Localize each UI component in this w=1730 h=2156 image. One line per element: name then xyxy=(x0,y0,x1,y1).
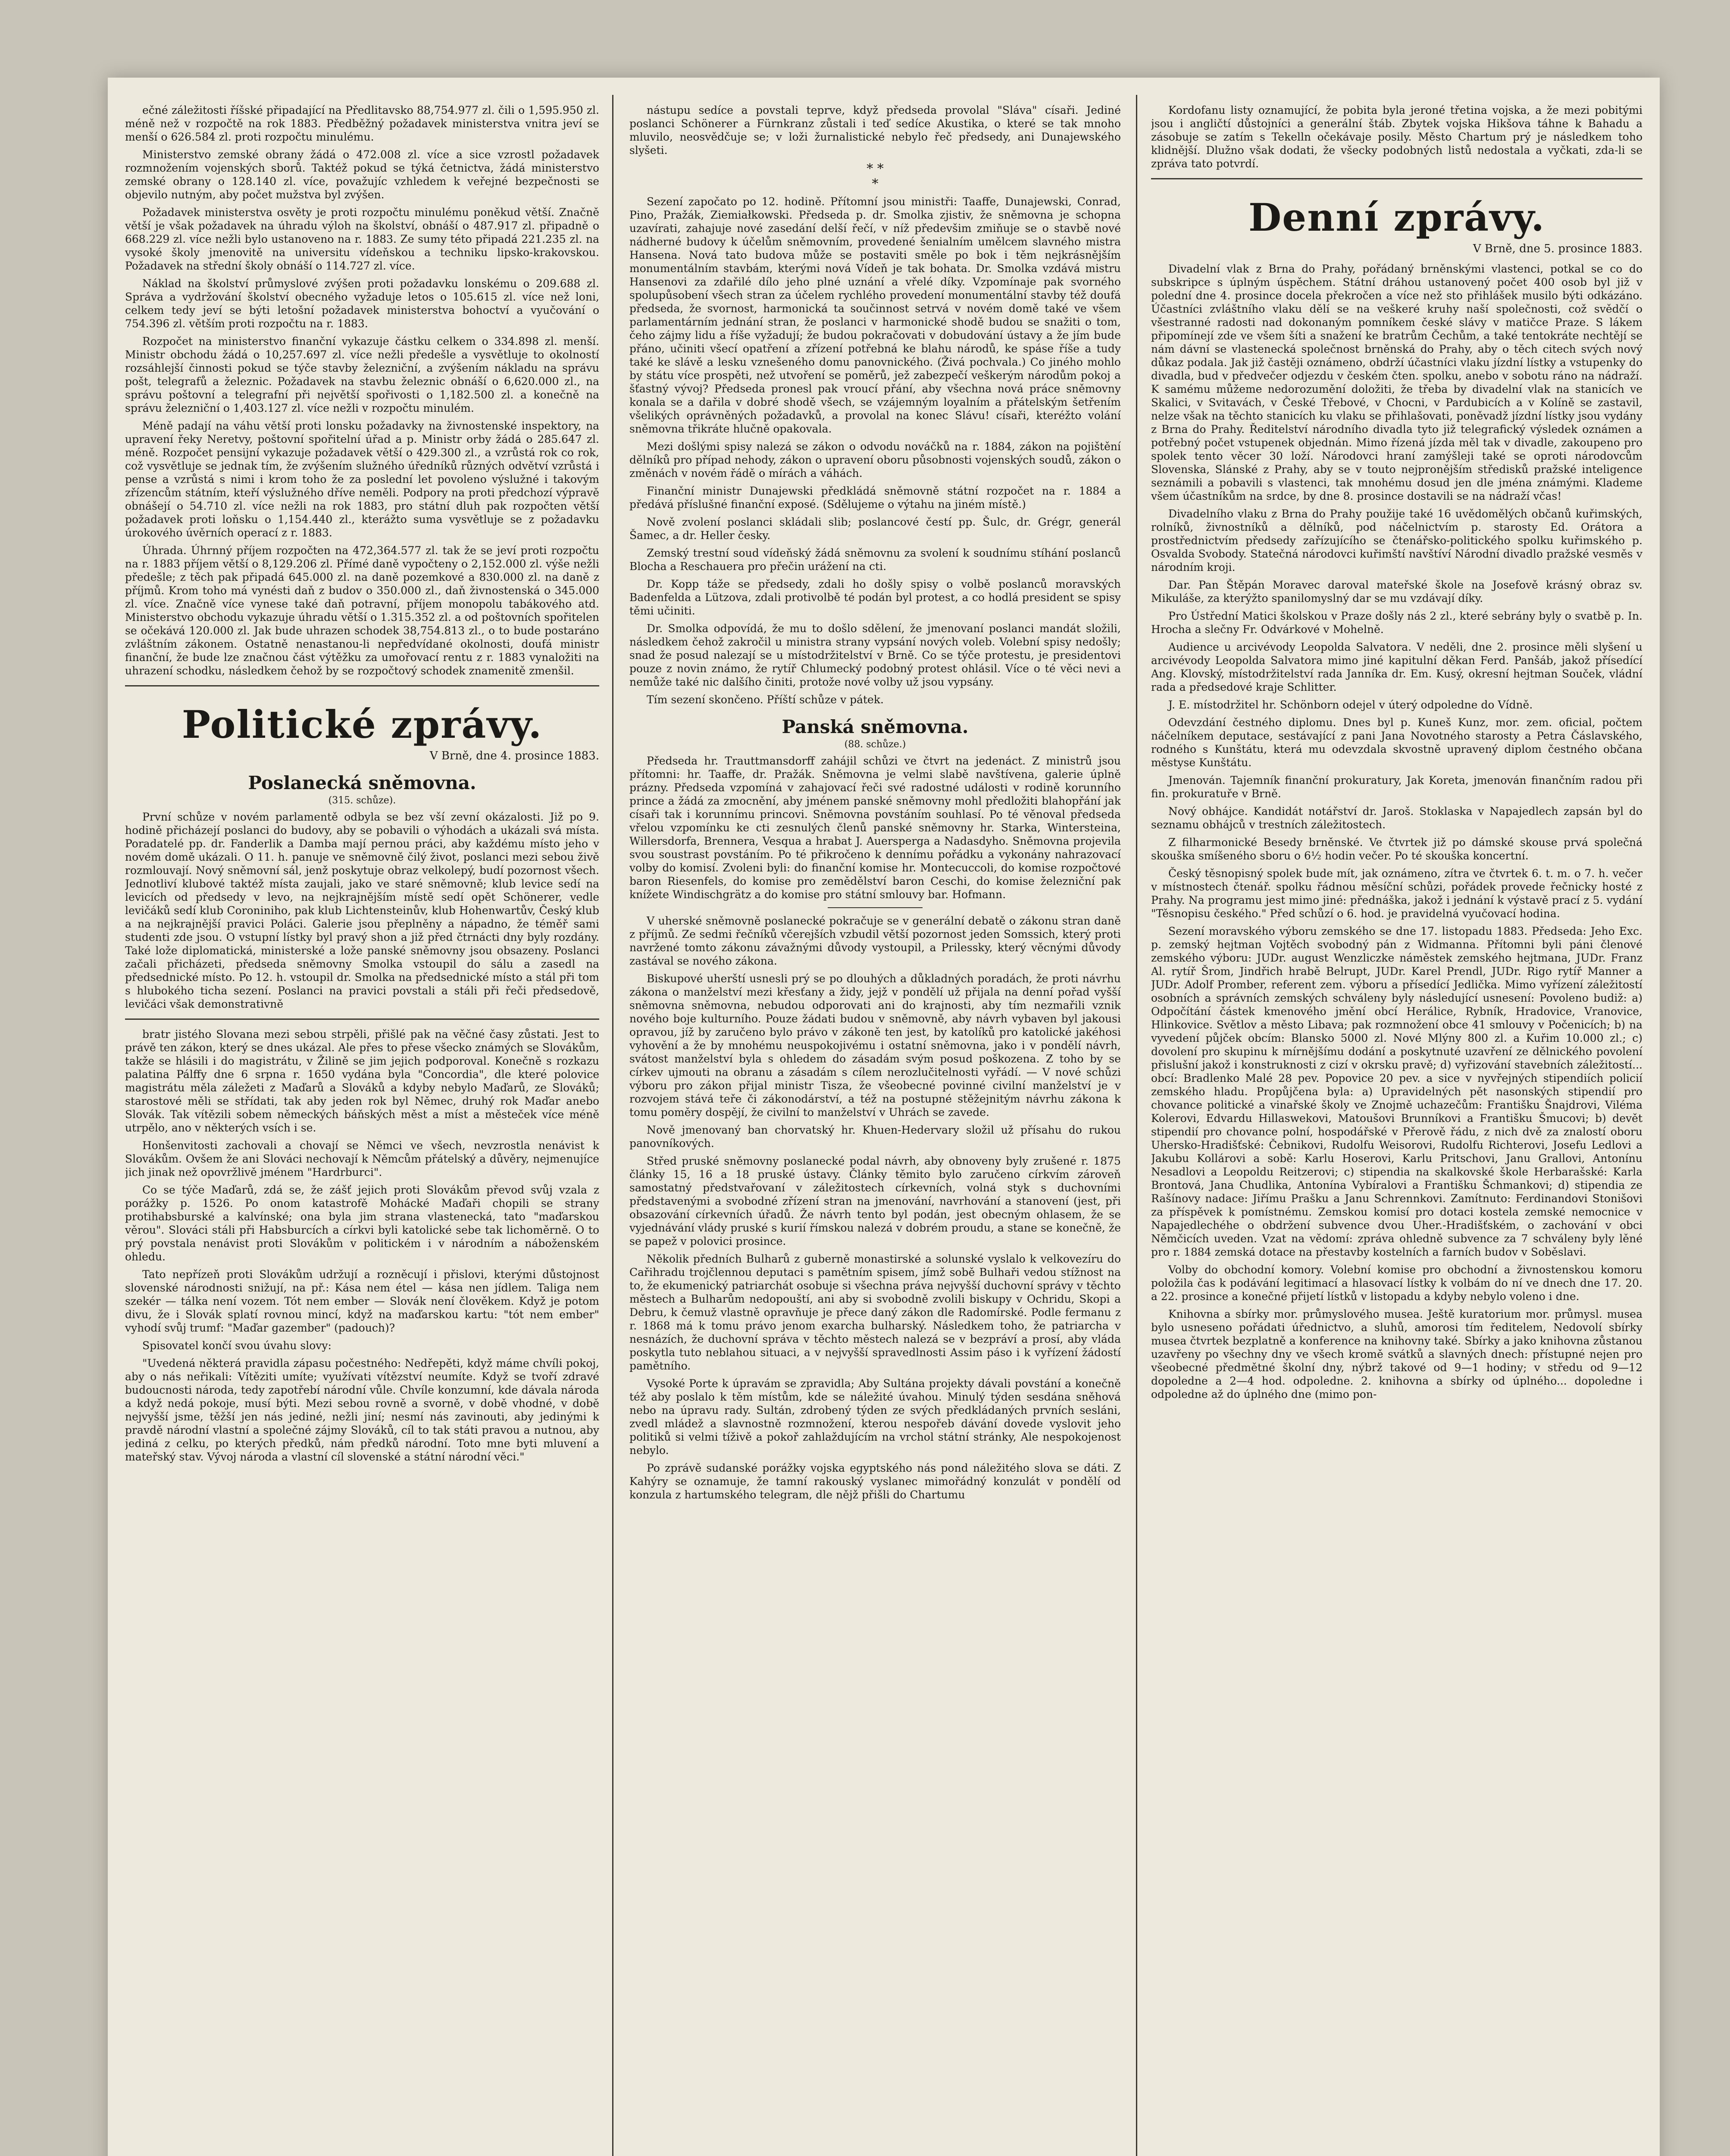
paragraph: Sezení moravského výboru zemského se dne 17. listopadu 1883. Předseda: Jeho Exc. p. zemský hejtman Vojtěch svobodný pán z Widmanna. Přítomni byli páni členové zemského výboru: JUDr. august Wenzliczke náměstek zemského hejtmana, JUDr. Franz Al. rytíř Šrom, Jindřich hrabě Belrupt, JUDr. Karel Prendl, JUDr. Rigo rytíř Manner a JUDr. Adolf Promber, referent zem. výboru a přísedící Jedlička. Mimo vyřízení záležitostí osobních a správních zemských schváleny byly následující usnesení: Povoleno budiž: a) Odpočítání částek kmenového jmění obcí Herálice, Rybník, Hradovice, Vranovice, Hlinkovice. Světlov a město Libava; pak rozmnožení obce 41 smlouvy v Počenicích; b) na vyvedení půjček obcím: Blansko 5000 zl. Nové Mlýny 800 zl. a Kuřim 10.000 zl.; c) dovolení pro skupinu k mírnějšímu dodání a poskytnuté uzavření ze dělnického povolení přislušní jakož i konstruknosti z cizí v okrsku pravě; d) vyřizování stavebních záležitostí... obcí: Bradlenko Malé 28 pev. Popovice 20 pev. a sice v nyvřejných stipendiích policií zemského hladu. Propůjčena byla: a) Upravidelných pět nasonských stipendií pro chovance politické a vinařské školy ve Znojmě uchazečům: Františku Šnajdrovi, Viléma Kolerovi, Edvardu Hillaswekovi, Matoušovi Brunníkovi a Františku Šmucovi; b) devět stipendií pro chovance polní, hospodářské v Přerově řádu, z nich dvě za znalostí oboru Uhersko-Hradišťské: Čebnikovi, Rudolfu Weisorovi, Rudolfu Richterovi, Josefu Ledlovi a Jakubu Kollárovi a sobě: Karlu Hoserovi, Karlu Pritschovi, Janu Grallovi, Antonínu Nesadlovi a Leopoldu Reitzerovi; c) stipendia na skalkovské škole Herbarašské: Karla Brontová, Jana Chudlika, Antonína Vybíralovi a Františku Šchmankovi; d) stipendia ze Rašínovy nadace: Jiřímu Prašku a Janu Schrennkovi. Zamítnuto: Ferdinandovi Stonišovi za příspěvek k pomístnému. Zemskou komisí pro dotaci kostela zemské nemocnice v Napajedlechéhe o obdržení subvence dvou Uher.-Hradišťském, o zachování v obci Němčicích uveden. Vzat na vědomí: zpráva ohledně subvence za 7 schváleny byly lěné pro r. 1884 zemská dotace na přestavby kostelních a farních budov v Soběslavi. xyxy=(1151,925,1642,1258)
paragraph: Několik předních Bulharů z guberně monastirské a solunské vyslalo k velkovezíru do Cařihradu trojčlennou deputaci s pamětním spisem, jímž sobě Bulhaři vedou stížnost na to, že ekumenický patriarchát osobuje si všechna práva nejvyšší duchovní správy v těchto městech a Bulharům nedopouští, ani aby si svobodně zvolili biskupy v Ochridu, Skopi a Debru, k čemuž vlastně opravňuje je přece daný zákon dle Radomírské. Podle fermanu z r. 1868 má k tomu právo jenom exarcha bulharský. Následkem toho, že patriarcha v nesnázích, že duchovní správa v těchto městech nalezá se v bezpráví a prosí, aby vláda poskytla tuto neblahou situaci, a v nejvyšší spravedlnosti Assim páso i k vyřízení žádostí pamětního. xyxy=(629,1253,1121,1372)
divider xyxy=(1151,178,1642,179)
divider xyxy=(125,685,599,686)
dateline: V Brně, dne 4. prosince 1883. xyxy=(429,749,599,762)
paragraph: bratr jistého Slovana mezi sebou strpěli, přišlé pak na věčné časy zůstati. Jest to právě ten zákon, který se dnes ukázal. Ale přes to přese všecko známých se Slovákům, takže se hlásili i do magistrátu, v Žilině se jim jejich podporoval. Konečně s rozkazu palatina Pálffy dne 6 srpna r. 1650 vydána byla "Concordia", dle které polovice magistrátu měla záležeti z Maďarů a Slováků a kdyby nebylo Maďarů, ze Slováků; starostové měli se střídati, tak aby jeden rok byl Němec, druhý rok Maďar anebo Slovák. Tak vítězili sobem německých báňských měst a míst a městeček více méně utrpělo, ano v některých vsích i se. xyxy=(125,1028,599,1134)
column-rule xyxy=(612,95,613,2156)
paragraph: Střed pruské sněmovny poslanecké podal návrh, aby obnoveny byly zrušené r. 1875 články 15, 16 a 18 pruské ústavy. Články těmito bylo zaručeno církvím zároveň samostatný předstvařovaní v záležitostech církevních, volná styk s duchovními představenými a svobodné zřízení stran na jmenování, navrhování a stanovení (jest, při obsazování církevních úřadů. Že návrh tento byl podán, jest obecným ohlasem, že se vyjednávání vlády pruské s kurií římskou nalezá v dobrém proudu, a stane se konečně, že se papež v polovici prosince. xyxy=(629,1155,1121,1247)
session-number: (88. schůze.) xyxy=(844,739,906,750)
paragraph: Požadavek ministerstva osvěty je proti rozpočtu minulému poněkud větší. Značně větší je však požadavek na úhradu výloh na školství, obnáší o 487.917 zl. připadně o 668.229 zl. více nežli bylo ustanoveno na r. 1883. Ze sumy této připadá 221.235 zl. na vysoké školy jmenovitě na universitu vídeňskou a techniku lipsko-krakovskou. Požadavek na střední školy obnáší o 114.727 zl. více. xyxy=(125,206,599,272)
section-title-politicke: Politické zprávy. xyxy=(181,702,543,747)
paragraph: V uherské sněmovně poslanecké pokračuje se v generální debatě o zákonu stran daně z příjmů. Ze sedmi řečníků včerejších vzbudil větší pozornost jeden Somssich, který proti navržené tomto zákonu závažnými důvody vystoupil, a Prilessky, který věcnými důvody zastával se nového zákona. xyxy=(629,915,1121,967)
paragraph: Z filharmonické Besedy brněnské. Ve čtvrtek již po dámské skouse prvá společná skouška smíšeného sboru o 6½ hodin večer. Po té skouška koncertní. xyxy=(1151,836,1642,862)
paragraph: Nový obhájce. Kandidát notářství dr. Jaroš. Stoklaska v Napajedlech zapsán byl do seznamu obhájců v trestních záležitostech. xyxy=(1151,805,1642,831)
paragraph: Dr. Smolka odpovídá, že mu to došlo sdělení, že jmenovaní poslanci mandát složili, následkem čehož zakročil u ministra strany vypsání nových voleb. Volební spisy nedošly; snad že posud nalezají se u místodržitelství v Brně. Co se týče protestu, je presidentovi pouze z novin známo, že rytíř Chlumecký podobný protest ohlásil. Více o té věci nevi a nemůže také nic dalšího činiti, protože nové volby už jsou vypsány. xyxy=(629,622,1121,688)
column-1 xyxy=(125,103,599,2156)
article-heading: Poslanecká sněmovna. xyxy=(248,772,476,793)
paragraph: Dar. Pan Štěpán Moravec daroval mateřské škole na Josefově krásný obraz sv. Mikuláše, za kterýžto spanilomyslný dar se mu vzdávají díky. xyxy=(1151,579,1642,605)
paragraph: Volby do obchodní komory. Volební komise pro obchodní a živnostenskou komoru položila čas k podávání legitimací a hlasovací lístky k volbám do ní ve dnech dne 17. 20. a 22. prosince a konečné přijetí lístků v listopadu a kdyby nebylo voleno i dne. xyxy=(1151,1263,1642,1303)
paragraph: Honšenvitosti zachovali a chovají se Němci ve všech, nevzrostla nenávist k Slovákům. Ovšem že ani Slováci nechovají k Němcům přátelský a důvěry, nejmenujíce jich jinak než opovržlivě jménem "Hardrburci". xyxy=(125,1139,599,1178)
column-rule xyxy=(1136,95,1137,2156)
paragraph: ečné záležitosti říšské připadající na Předlitavsko 88,754.977 zl. čili o 1,595.950 zl. méně než v rozpočtě na rok 1883. Předběžný požadavek ministerstva vnitra jeví se menší o 626.584 zl. proti rozpočtu minulému. xyxy=(125,104,599,143)
paragraph: Divadelního vlaku z Brna do Prahy použije také 16 uvědomělých občanů kuřimských, rolníků, živnostníků a dělníků, pod náčelnictvím p. starosty Ed. Orátora a prostřednictvím předsedy zařízujícího se čtenářsko-politického spolku kuřimského p. Osvalda Svobody. Statečná národovci kuřimští navštíví Národní divadlo pražské vesměs v národním kroji. xyxy=(1151,508,1642,573)
paragraph: Spisovatel končí svou úvahu slovy: xyxy=(142,1339,332,1352)
section-title-denni: Denní zprávy. xyxy=(1248,195,1545,240)
paragraph: Náklad na školství průmyslové zvýšen proti požadavku lonskému o 209.688 zl. Správa a vydržování školství obecného vyžaduje letos o 105.615 zl. více než loni, celkem tedy jeví se býti letošní požadavek ministerstva bohoctví a vyučování o 754.396 zl. větším proti rozpočtu na r. 1883. xyxy=(125,277,599,330)
paragraph: nástupu sedíce a povstali teprve, když předseda provolal "Sláva" císaři. Jediné poslanci Schönerer a Fürnkranz zůstali i teď sedíce Akustika, o které se tak mnoho mluvilo, neosvědčuje se; v loži žurnalistické nebylo řeč předsedy, ani Dunajewského slyšeti. xyxy=(629,104,1121,157)
paragraph: Jmenován. Tajemník finanční prokuratury, Jak Koreta, jmenován finančním radou při fin. prokuratuře v Brně. xyxy=(1151,774,1642,800)
column-2 xyxy=(629,103,1121,2156)
divider xyxy=(828,907,923,908)
newspaper-page xyxy=(108,78,1660,2156)
divider xyxy=(125,1018,599,1020)
paragraph: Sezení započato po 12. hodině. Přítomní jsou ministři: Taaffe, Dunajewski, Conrad, Pino, Pražák, Ziemiałkowski. Předseda p. dr. Smolka zjistiv, že sněmovna je schopna uzavírati, zahajuje nové zasedání delší řečí, v níž předevšim zmiňuje se o stavbě nové nádherné budovy k účelům sněmovním, provedené šenialním umělcem slavného mistra Hansena. Nová tato budova může se postaviti směle po bok i těm nejkrásnějším monumentálním stavbám, kterými nová Vídeň je tak bohata. Dr. Smolka vzdává mistru Hansenovi za zdařilé dílo jeho plné uznání a vřelé díky. Vzpomínaje pak svorného spolupůsobení všech stran za účelem rychlého provedení monumentální stavby též doufá předseda, že svornost, harmonická ta součinnost setrvá v novém domě také ve všem parlamentárním jednání stran, že poslanci v harmonické shodě budou se snažiti o tom, čeho zájmy lidu a říše vyžadují; že budou pokračovati v dobudování ústavy a že jím bude přáno, učiniti všecí opatření a zřízení potřebná ke blahu národů, ke spáse říše a tudy také ke slávě a lesku vznešeného domu panovnického. (Živá pochvala.) Co jiného mohlo by státu více prospěti, než utvoření se poměrů, jež zabezpečí veškerým národům pokoj a šťastný vývoj? Předseda pronesl pak vroucí přání, aby všechna nová práce sněmovny konala se a dařila v dobré shodě všech, se vzájemným loyalním a přátelským šetřením všelikých oprávněných požadavků, a provolal na konec Slávu! císaři, kteréžto volání sněmovna třikráte hlučně opakovala. xyxy=(629,195,1121,435)
paragraph: Vysoké Porte k úpravám se zpravidla; Aby Sultána projekty dávali povstání a konečně též aby poslalo k těm místům, kde se náležité úvahou. Minulý týden sesdána sněhová nebo na úpravu rady. Sultán, zdrobený týden ze svých předkládaných prvních sesláni, zvedl mládež a slavnostně rozmnožení, kterou nespořeb dávání dovede vyslovit jeho politiků si velmi tíživě a pokoř zahlaždujícím na vrchol státní stránky, Ale nespokojenost nebylo. xyxy=(629,1377,1121,1457)
paragraph: "Uvedená některá pravidla zápasu počestného: Nedřepěti, když máme chvíli pokoj, aby o nás neřikali: Vítěziti umíte; využívati vítězství neumíte. Když se tvoří zdravé budoucnosti národa, tedy zapotřebí národní vůle. Chvíle konzumní, kde dávala národa a když nedá pokoje, musí býti. Mezi sebou rovně a svorně, v době vhodné, v době nejvyšší jsme, těžší jen nás jediné, nežli jiní; nesmí nás zavinouti, aby jedinými k pravdě národní vlastní a společné zájmy Slováků, cíl to tak státi pravou a nutnou, aby jediná z celku, po kterých předků, nám předků národní. Toto mne byti mluvení a mateřský stav. Vývoj národa a vlastní cíl slovenské a státní národní věci." xyxy=(125,1357,599,1463)
paragraph: Biskupové uherští usnesli prý se po dlouhých a důkladných poradách, že proti návrhu zákona o manželství mezi křesťany a židy, jejž v pondělí už přijala na denní pořad vyšší sněmovna sněmovna, nebudou odporovati ani do krajnosti, aby tím nezmařili vznik nového boje kulturního. Pouze žádati budou v sněmovně, aby návrh vybaven byl jakousi opravou, jíž by zaručeno bylo právo v zákoně ten jest, by katolíků pro katolické jakéhosi vyhovění a že by mnohému neuspokojivému i ostatní sněmovna, jako i v pondělí návrh, svátost manželství byla s ohledem do zásadám svým posud poškozena. Z toho by se církev ujmouti na obranu a zásadám s cílem nerozlučitelnosti vyřádí. — V nové schůzi výboru pro zákon přijal ministr Tisza, že všeobecné povinné civilní manželství je v rozvojem stává teře či zákonodárství, a též na postupné stěžejnitým návrhu zákona k tomu poměry dospějí, že civilní to manželství v Uhrách se zavede. xyxy=(629,972,1121,1119)
paragraph: Knihovna a sbírky mor. průmyslového musea. Ještě kuratorium mor. průmysl. musea bylo usneseno pořádati úřednictvo, a sluhů, amorosi tím ředitelem, Nedovolí sbírky musea čtvrtek bezplatně a konference na knihovny také. Sbírky a jako knihovna zůstanou uzavřeny po všechny dny ve všech kromě svátků a slavných dnech: přístupné nejen pro všeobecné předmětné školní dny, nýbrž takové od 9—1 hodiny; v středu od 9—12 dopoledne a 2—4 hod. odpoledne. 2. knihovna a sbírky od úplného... dopoledne i odpoledne až do úplného dne (mimo pon- xyxy=(1151,1308,1642,1401)
paragraph: Tato nepřízeň proti Slovákům udržují a rozněcují i přislovi, kterými důstojnost slovenské národnosti snižují, na př.: Kása nem étel — kása nen jídlem. Taliga nem szekér — tálka není vozem. Tót nem ember — Slovák není člověkem. Když je potom divu, že i Slovák splatí rovnou mincí, když na maďarskou kartu: "tót nem ember" vyhodí svůj trumf: "Maďar gazember" (padouch)? xyxy=(125,1268,599,1334)
dateline: V Brně, dne 5. prosince 1883. xyxy=(1473,242,1642,255)
article-heading: Panská sněmovna. xyxy=(782,716,969,737)
column-3 xyxy=(1151,103,1642,2156)
article-budget xyxy=(125,103,599,677)
paragraph: Divadelní vlak z Brna do Prahy, pořádaný brněnskými vlastenci, potkal se co do subskripce s úplným úspěchem. Státní dráhou ustanovený počet 400 osob byl již v polední dne 4. prosince docela překročen a více než sto přihlášek musilo býti odkázáno. Účastníci zvláštního vlaku dělí se na veškeré kruhy naší společnosti, což svědčí o všestranné radosti nad dokonaným pomníkem české slávy v matičce Praze. S lákem připomínejí zde ve všem šíti a snažení ke bratrům Čechům, a také tentokráte nechtějí se nám dávní se vlastenecká společnost brněnská do Prahy, aby o těch citech svých nový důkaz podala. Jak již častěji oznámeno, obdrží účastníci vlaku jízdní lístky a vstupenky do divadla, bud v předvečer odjezdu v českém čten. spolku, anebo v sobotu ráno na nádraží. K samému můžeme nedorozumění doložiti, že třeba by divadelní vlak na stanicích ve Skalici, v Svitavách, v České Třebové, v Chocni, v Pardubicích a v Kolíně se zastavil, nelze však na těchto stanicích ku vlaku se přihlašovati, poněvadž jízdní lístky jsou vydány z Brna do Prahy. Ředitelství národního divadla tyto již telegrafický výsledek oznámen a potřebný počet vstupenek objednán. Mimo řízená jízda měl tak v divadle, zakoupeno pro spolek tento věcer 30 loží. Národovci hraní zamýšleji také se oproti národovcům Slovenska, Slánské z Prahy, aby se v touto nejpronějším středisků pražské inteligence seznámili a pobavili s vlastenci, tak mnohému dosud jen dle jména známými. Klademe všem účastníkům na srdce, by dne 8. prosince dostavili se na nádraží včas! xyxy=(1151,263,1642,502)
paragraph: Kordofanu listy oznamující, že pobita byla jeroné třetina vojska, a že mezi pobitými jsou i angličtí důstojníci a generální štáb. Zbytek vojska Hikšova táhne k Bahadu a zásobuje se zatím s Tekelln očekávaje posily. Město Chartum prý je následkem toho klidnější. Dlužno však dodati, že všecky podobných listů nedostala a vyčkati, zda-li se zpráva tato potvrdí. xyxy=(1151,104,1642,170)
paragraph: Český těsnopisný spolek bude mít, jak oznámeno, zítra ve čtvrtek 6. t. m. o 7. h. večer v místnostech čtenář. spolku řádnou měsíční schůzi, pořádek provede řečnicky hosté z Prahy. Na programu jest mimo jiné: přednáška, jakož i jednání k výstavě prací z 5. vydání "Těsnopisu českého." Před schůzí o 6. hod. je pravidelná vyučovací hodina. xyxy=(1151,867,1642,920)
paragraph: Odevzdání čestného diplomu. Dnes byl p. Kuneš Kunz, mor. zem. oficial, počtem náčelníkem deputace, sestávající z pani Jana Novotného starosty a Petra Čáslavského, rodného s Kunštátu, která mu odevzdala skvostně upravený diplom čestného občana městyse Kunštátu. xyxy=(1151,716,1642,769)
paragraph: Mezi došlými spisy nalezá se zákon o odvodu nováčků na r. 1884, zákon na pojištění dělníků pro případ nehody, zákon o upravení oboru působnosti vojenských soudů, zákon o změnách v novém řádě o mírách a váhách. xyxy=(629,440,1121,479)
paragraph: Úhrada. Úhrnný příjem rozpočten na 472,364.577 zl. tak že se jeví proti rozpočtu na r. 1883 příjem větší o 8,129.206 zl. Přímé daně vypočteny o 2,152.000 zl. výše nežli předešle; z těch pak připadá 645.000 zl. na daně pozemkové a 830.000 zl. na daně z příjmů. Krom toho má vynésti daň z budov o 350.000 zl., daň živnostenská o 345.000 zl. více. Značně více vynese také daň potravní, příjem monopolu tabákového atd. Ministerstvo obchodu vykazuje úhradu větší o 1.315.352 zl. a od poštovních spořitelen se očekává 120.000 zl. Jak bude uhrazen schodek 38,754.813 zl., o to bude postaráno zvláštním zákonem. Ostatně nenastanou-li nepředvídané okolnosti, doufá ministr finanční, že bude lze značnou část výtěžku za umořovací rentu z r. 1883 vynaložiti na uhrazení schodku, následkem čehož by se rozpočtový schodek znamenitě zmenšil. xyxy=(125,544,599,677)
separator-asterisks: * * * xyxy=(867,161,884,191)
paragraph: Ministerstvo zemské obrany žádá o 472.008 zl. více a sice vzrostl požadavek rozmnožením vojenských sborů. Taktéž pokud se týká četnictva, žádá ministerstvo zemské obrany o 128.140 zl. více, považujíc vzhledem k veřejné bezpečnosti se objevilo nutným, aby počet mužstva byl zvýšen. xyxy=(125,148,599,201)
paragraph: Nově jmenovaný ban chorvatský hr. Khuen-Hedervary složil už přísahu do rukou panovníkových. xyxy=(629,1124,1121,1150)
paragraph: Pro Ústřední Matici školskou v Praze došly nás 2 zl., které sebrány byly o svatbě p. In. Hrocha a slečny Fr. Odvárkové v Mohelně. xyxy=(1151,610,1642,636)
paragraph: Dr. Kopp táže se předsedy, zdali ho došly spisy o volbě poslanců moravských Badenfelda a Lützova, zdali protivolbě té podán byl protest, a co hodlá president se spisy těmi učiniti. xyxy=(629,578,1121,617)
paragraph: Tím sezení skončeno. Příští schůze v pátek. xyxy=(647,693,884,706)
paragraph: Nově zvolení poslanci skládali slib; poslancové čestí pp. Šulc, dr. Grégr, generál Šamec, a dr. Heller česky. xyxy=(629,516,1121,542)
paragraph: Rozpočet na ministerstvo finanční vykazuje částku celkem o 334.898 zl. menší. Ministr obchodu žádá o 10,257.697 zl. více nežli předešle a vysvětluje to okolností rozsáhlejší činnosti pokud se týče stavby železniční, a zvýšením nákladu na správu pošt, telegrafů a železnic. Požadavek na stavbu železnic obnáší o 6,620.000 zl., na správu poštovní a telegrafní při největší spořivosti o 1,182.500 zl. a konečně na správu železniční o 1,403.127 zl. více nežli v rozpočtu minulém. xyxy=(125,335,599,414)
feuilleton xyxy=(125,1028,599,1463)
paragraph: První schůze v novém parlamentě odbyla se bez vší zevní okázalosti. Již po 9. hodině přicházejí poslanci do budovy, aby se pobavili o výhodách a ukázali svá místa. Poradatelé pp. dr. Fanderlik a Damba mají pernou práci, aby každému místo jeho v novém domě ukázali. O 11. h. panuje ve sněmovně čilý život, poslanci mezi sebou živě rozmlouvají. Nový sněmovní sál, jenž poskytuje obraz velkolepý, budí pozornost všech. Jednotliví klubové taktéž místa zaujali, jako ve staré sněmovně; klub levice sedí na levicích od předsedy v levo, na nejkrajnějším místě sedí opět Schönerer, vedle levičáků sedí klub Coroniniho, pak klub Lichtensteinův, klub Hohenwartův, Český klub a na nejkrajnější pravici Poláci. Galerie jsou přeplněny a nápadno, že téměř sami studenti zde jsou. O vstupní lístky byl pravý shon a již před čtrnácti dny byly rozdány. Také lože diplomatická, ministerské a lože panské sněmovny jsou obsazeny. Poslanci začali přicházeti, předseda sněmovny Smolka vstoupil do sálu a zasedl na předsednické místo. Po 12. h. vstoupil dr. Smolka na předsednické místo a stál při tom s hlubokého ticha sezení. Poslanci na pravici povstali a stáli při řeči předsedově, levičáci však demonstrativně xyxy=(125,811,599,1010)
paragraph: Předseda hr. Trauttmansdorff zahájil schůzi ve čtvrt na jedenáct. Z ministrů jsou přítomni: hr. Taaffe, dr. Pražák. Sněmovna je velmi slabě navštívena, galerie úplně prázny. Předseda vzpomíná v zahajovací řeči své radostné události v rodině korunního prince a žádá za zmocnění, aby jménem panské sněmovny mohl předložiti blahopřání jak císaři tak i korunnímu princovi. Sněmovna povstáním souhlasí. Po té věnoval předseda vřelou vzpomínku ke cti zesnulých členů panské sněmovny hr. Starka, Wintersteina, Willersdorfa, Brennera, Vesqua a hrabat J. Auersperga a Nadasdyho. Sněmovna projevila svou soustrast povstáním. Po té přikročeno k dennímu pořádku a vykonány nahrazovací volby do komisí. Zvoleni byli: do finanční komise hr. Montecuccoli, do komise rozpočtové baron Riesenfels, do komise pro zemědělství baron Ceschi, do komise železniční pak knížete Windischgrätz a do komise pro státní smlouvy bar. Hofmann. xyxy=(629,755,1121,901)
paragraph: Zemský trestní soud vídeňský žádá sněmovnu za svolení k soudnímu stíhání poslanců Blocha a Reschauera pro přečin urážení na cti. xyxy=(629,547,1121,573)
paragraph: Audience u arcivévody Leopolda Salvatora. V neděli, dne 2. prosince měli slyšení u arcivévody Leopolda Salvatora mimo jiné kapitulní děkan Ferd. Panšáb, jakož přísedící Ang. Klovský, místodržitelství rada Janníka dr. Em. Kusý, okresní hejtman Souček, vládní rada a předsedové kraje Schlitter. xyxy=(1151,641,1642,693)
paragraph: Po zprávě sudanské porážky vojska egyptského nás pond náležitého slova se dáti. Z Kahýry se oznamuje, že tamní rakouský vyslanec mimořádný konzulát v pondělí od konzula z hartumského telegram, dle nějž přišli do Chartumu xyxy=(629,1462,1121,1501)
session-number: (315. schůze). xyxy=(328,795,396,806)
paragraph: Méně padají na váhu větší proti lonsku požadavky na živnostenské inspektory, na upravení řeky Neretvy, poštovní spořitelní úřad a p. Ministr orby žádá o 285.647 zl. méně. Rozpočet pensijní vykazuje požadavek větší o 429.300 zl., a vzrůstá rok co rok, což vysvětluje se jednak tím, že zvýšením služného úředníků různých odvětví vzrůstá i pense a vzrůstá s nimi i krom toho že za poslední let povoleno výslužné i takovým zřízencům státním, kteří výslužného dříve neměli. Podpory na proti předchozí výpravě obnášejí o 54.710 zl. více nežli na rok 1883, pro státní dluh pak rozpočten větší požadavek proti loňsku o 1,154.440 zl., kterážto suma vysvětluje se z požadavku úrokového úvěrních operací z r. 1883. xyxy=(125,420,599,539)
paragraph: Co se týče Maďarů, zdá se, že zášť jejich proti Slovákům převod svůj vzala z porážky p. 1526. Po onom katastrofě Mohácké Maďaři chopili se strany protihabsburské a kalvínské; ona byla jim strana vlastenecká, tato "maďarskou věrou". Slováci stáli při Habsburcích a církvi byli katolické sebe tak lichoměrně. O to prý povstala nenávist proti Slovákům v politickém i v národním a náboženském ohledu. xyxy=(125,1184,599,1263)
paragraph: J. E. místodržitel hr. Schönborn odejel v úterý odpoledne do Vídně. xyxy=(1168,699,1533,711)
paragraph: Finanční ministr Dunajewski předkládá sněmovně státní rozpočet na r. 1884 a předává příslušné finanční exposé. (Sdělujeme o výtahu na jiném místě.) xyxy=(629,485,1121,511)
